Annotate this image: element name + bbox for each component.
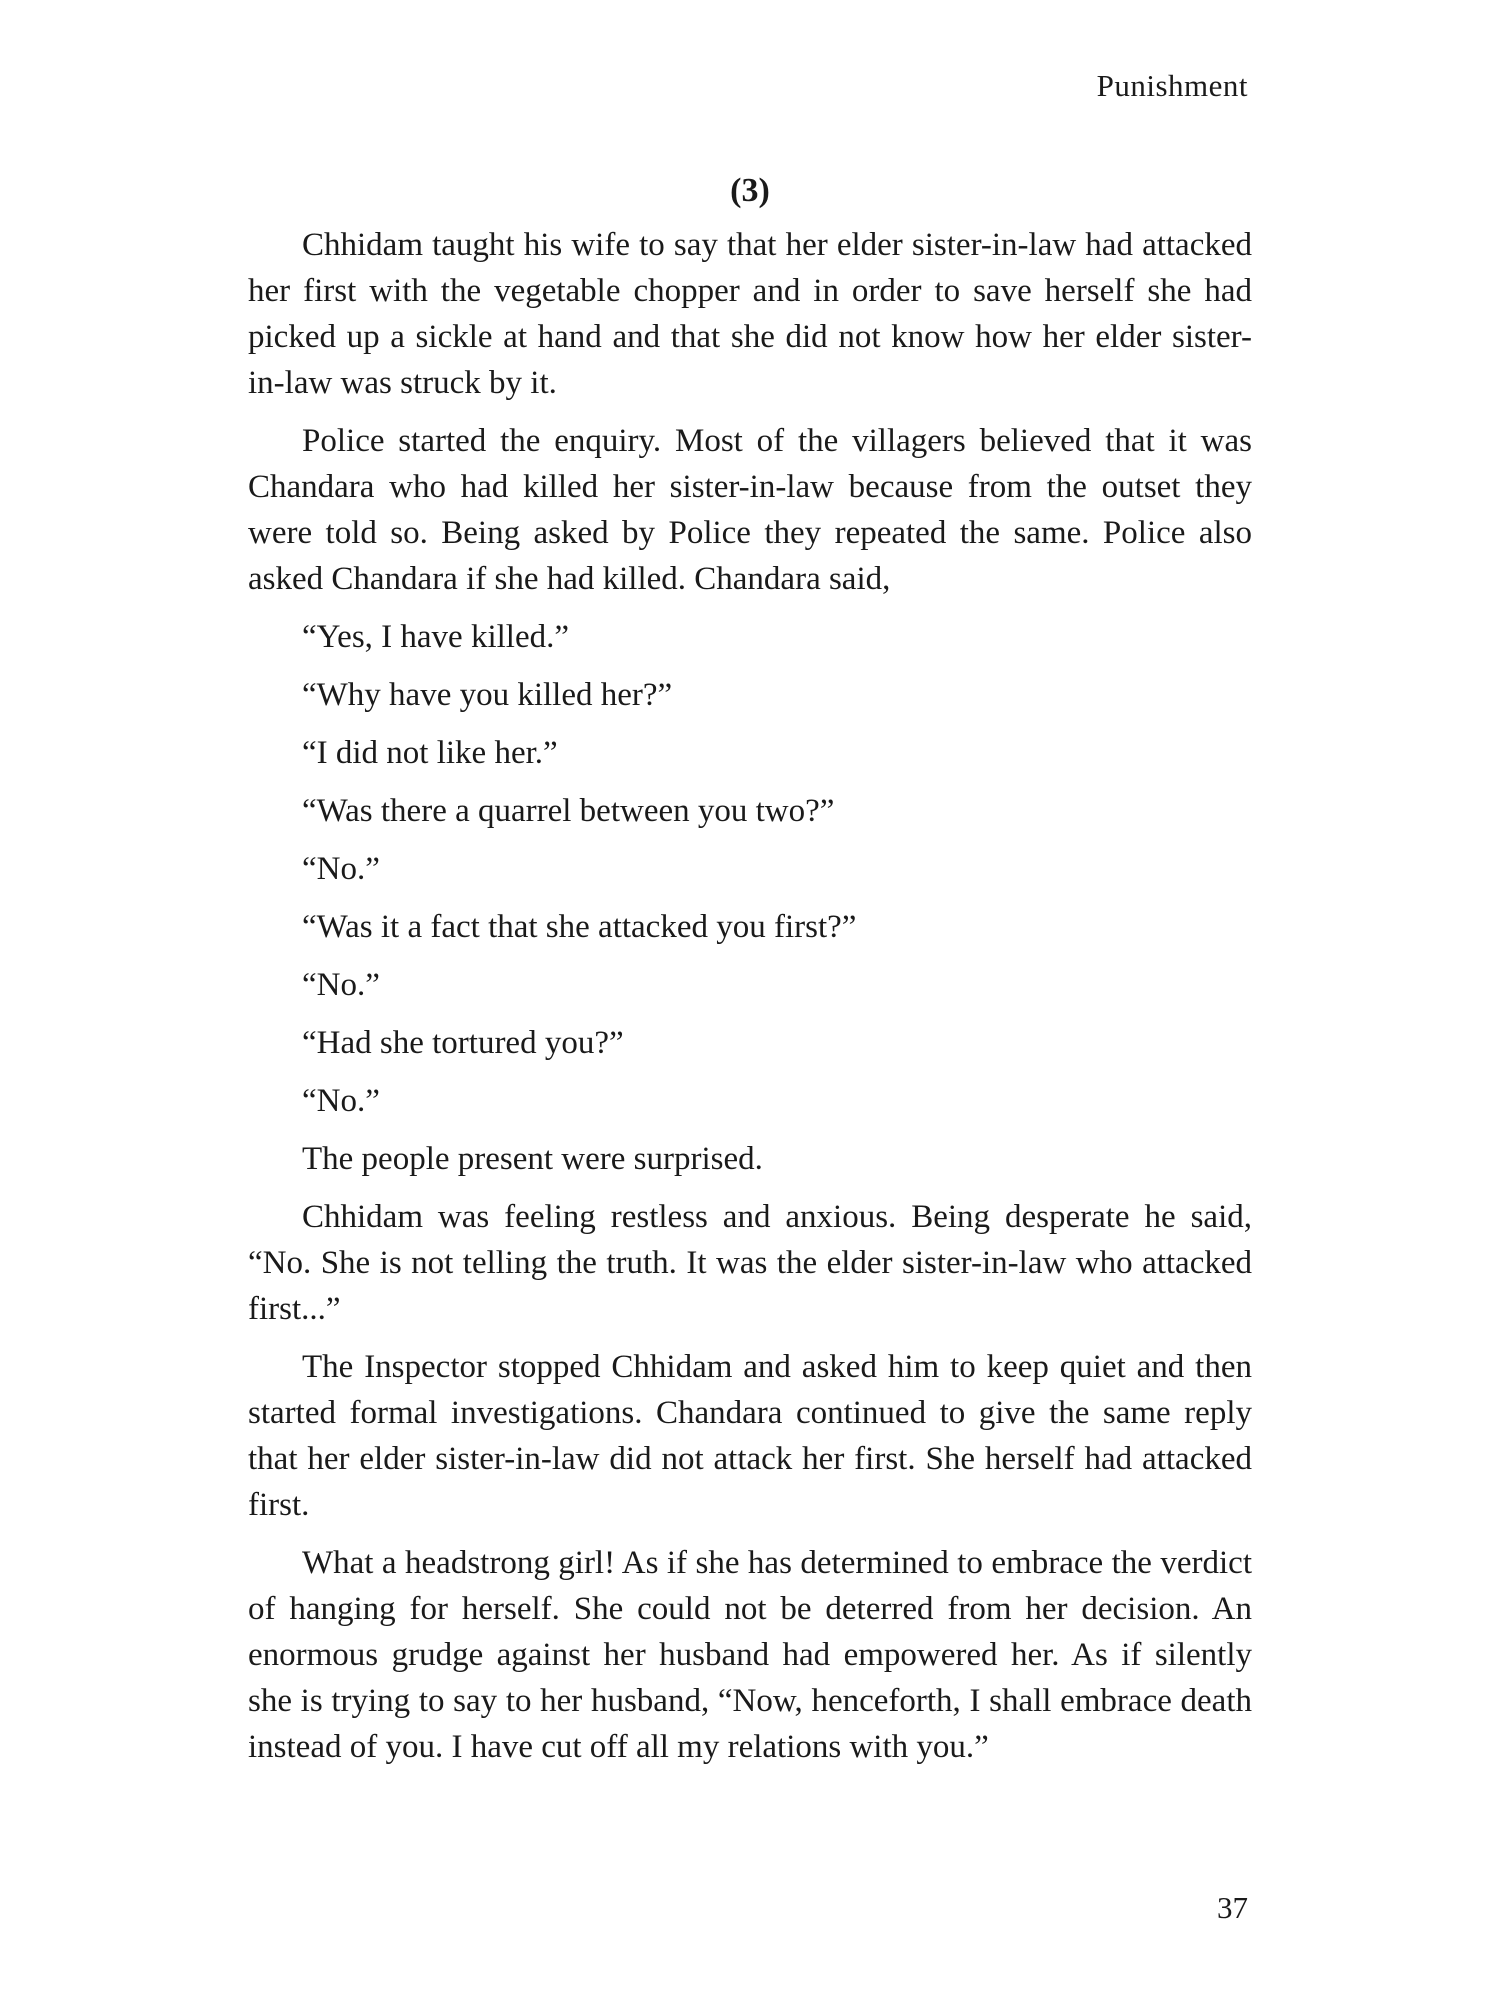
dialogue-line: “No.” <box>302 1083 380 1119</box>
paragraph: The people present were surprised. <box>302 1141 763 1177</box>
page-number: 37 <box>1217 1890 1248 1925</box>
paragraph: Chhidam was feeling restless and anxious. Being desperate he said, “No. She is not telling the truth. It was the elder sister-in-law who attacked first...” <box>248 1199 1252 1327</box>
dialogue-line: “Was there a quarrel between you two?” <box>302 793 835 829</box>
dialogue-line: “No.” <box>302 851 380 887</box>
dialogue-line: “Was it a fact that she attacked you first?” <box>302 909 857 945</box>
dialogue-line: “I did not like her.” <box>302 735 558 771</box>
section-number: (3) <box>730 172 770 209</box>
paragraph: Police started the enquiry. Most of the villagers believed that it was Chandara who had killed her sister-in-law because from the outset they were told so. Being asked by Police they repeated the same. Police also asked Chandara if she had killed. Chandara said, <box>248 423 1252 597</box>
dialogue-line: “No.” <box>302 967 380 1003</box>
body-text <box>248 222 1252 1782</box>
paragraph: What a headstrong girl! As if she has determined to embrace the verdict of hanging for herself. She could not be deterred from her decision. An enormous grudge against her husband had empowered her. As if silently she is trying to say to her husband, “Now, henceforth, I shall embrace death instead of you. I have cut off all my relations with you.” <box>248 1545 1252 1765</box>
dialogue-line: “Why have you killed her?” <box>302 677 673 713</box>
running-head: Punishment <box>1096 68 1248 103</box>
paragraph: Chhidam taught his wife to say that her elder sister-in-law had attacked her first with the vegetable chopper and in order to save herself she had picked up a sickle at hand and that she did not know how her elder sister-in-law was struck by it. <box>248 227 1252 401</box>
dialogue-line: “Had she tortured you?” <box>302 1025 624 1061</box>
dialogue-line: “Yes, I have killed.” <box>302 619 569 655</box>
paragraph: The Inspector stopped Chhidam and asked him to keep quiet and then started formal investigations. Chandara continued to give the same reply that her elder sister-in-law did not attack her first. She herself had attacked first. <box>248 1349 1252 1523</box>
